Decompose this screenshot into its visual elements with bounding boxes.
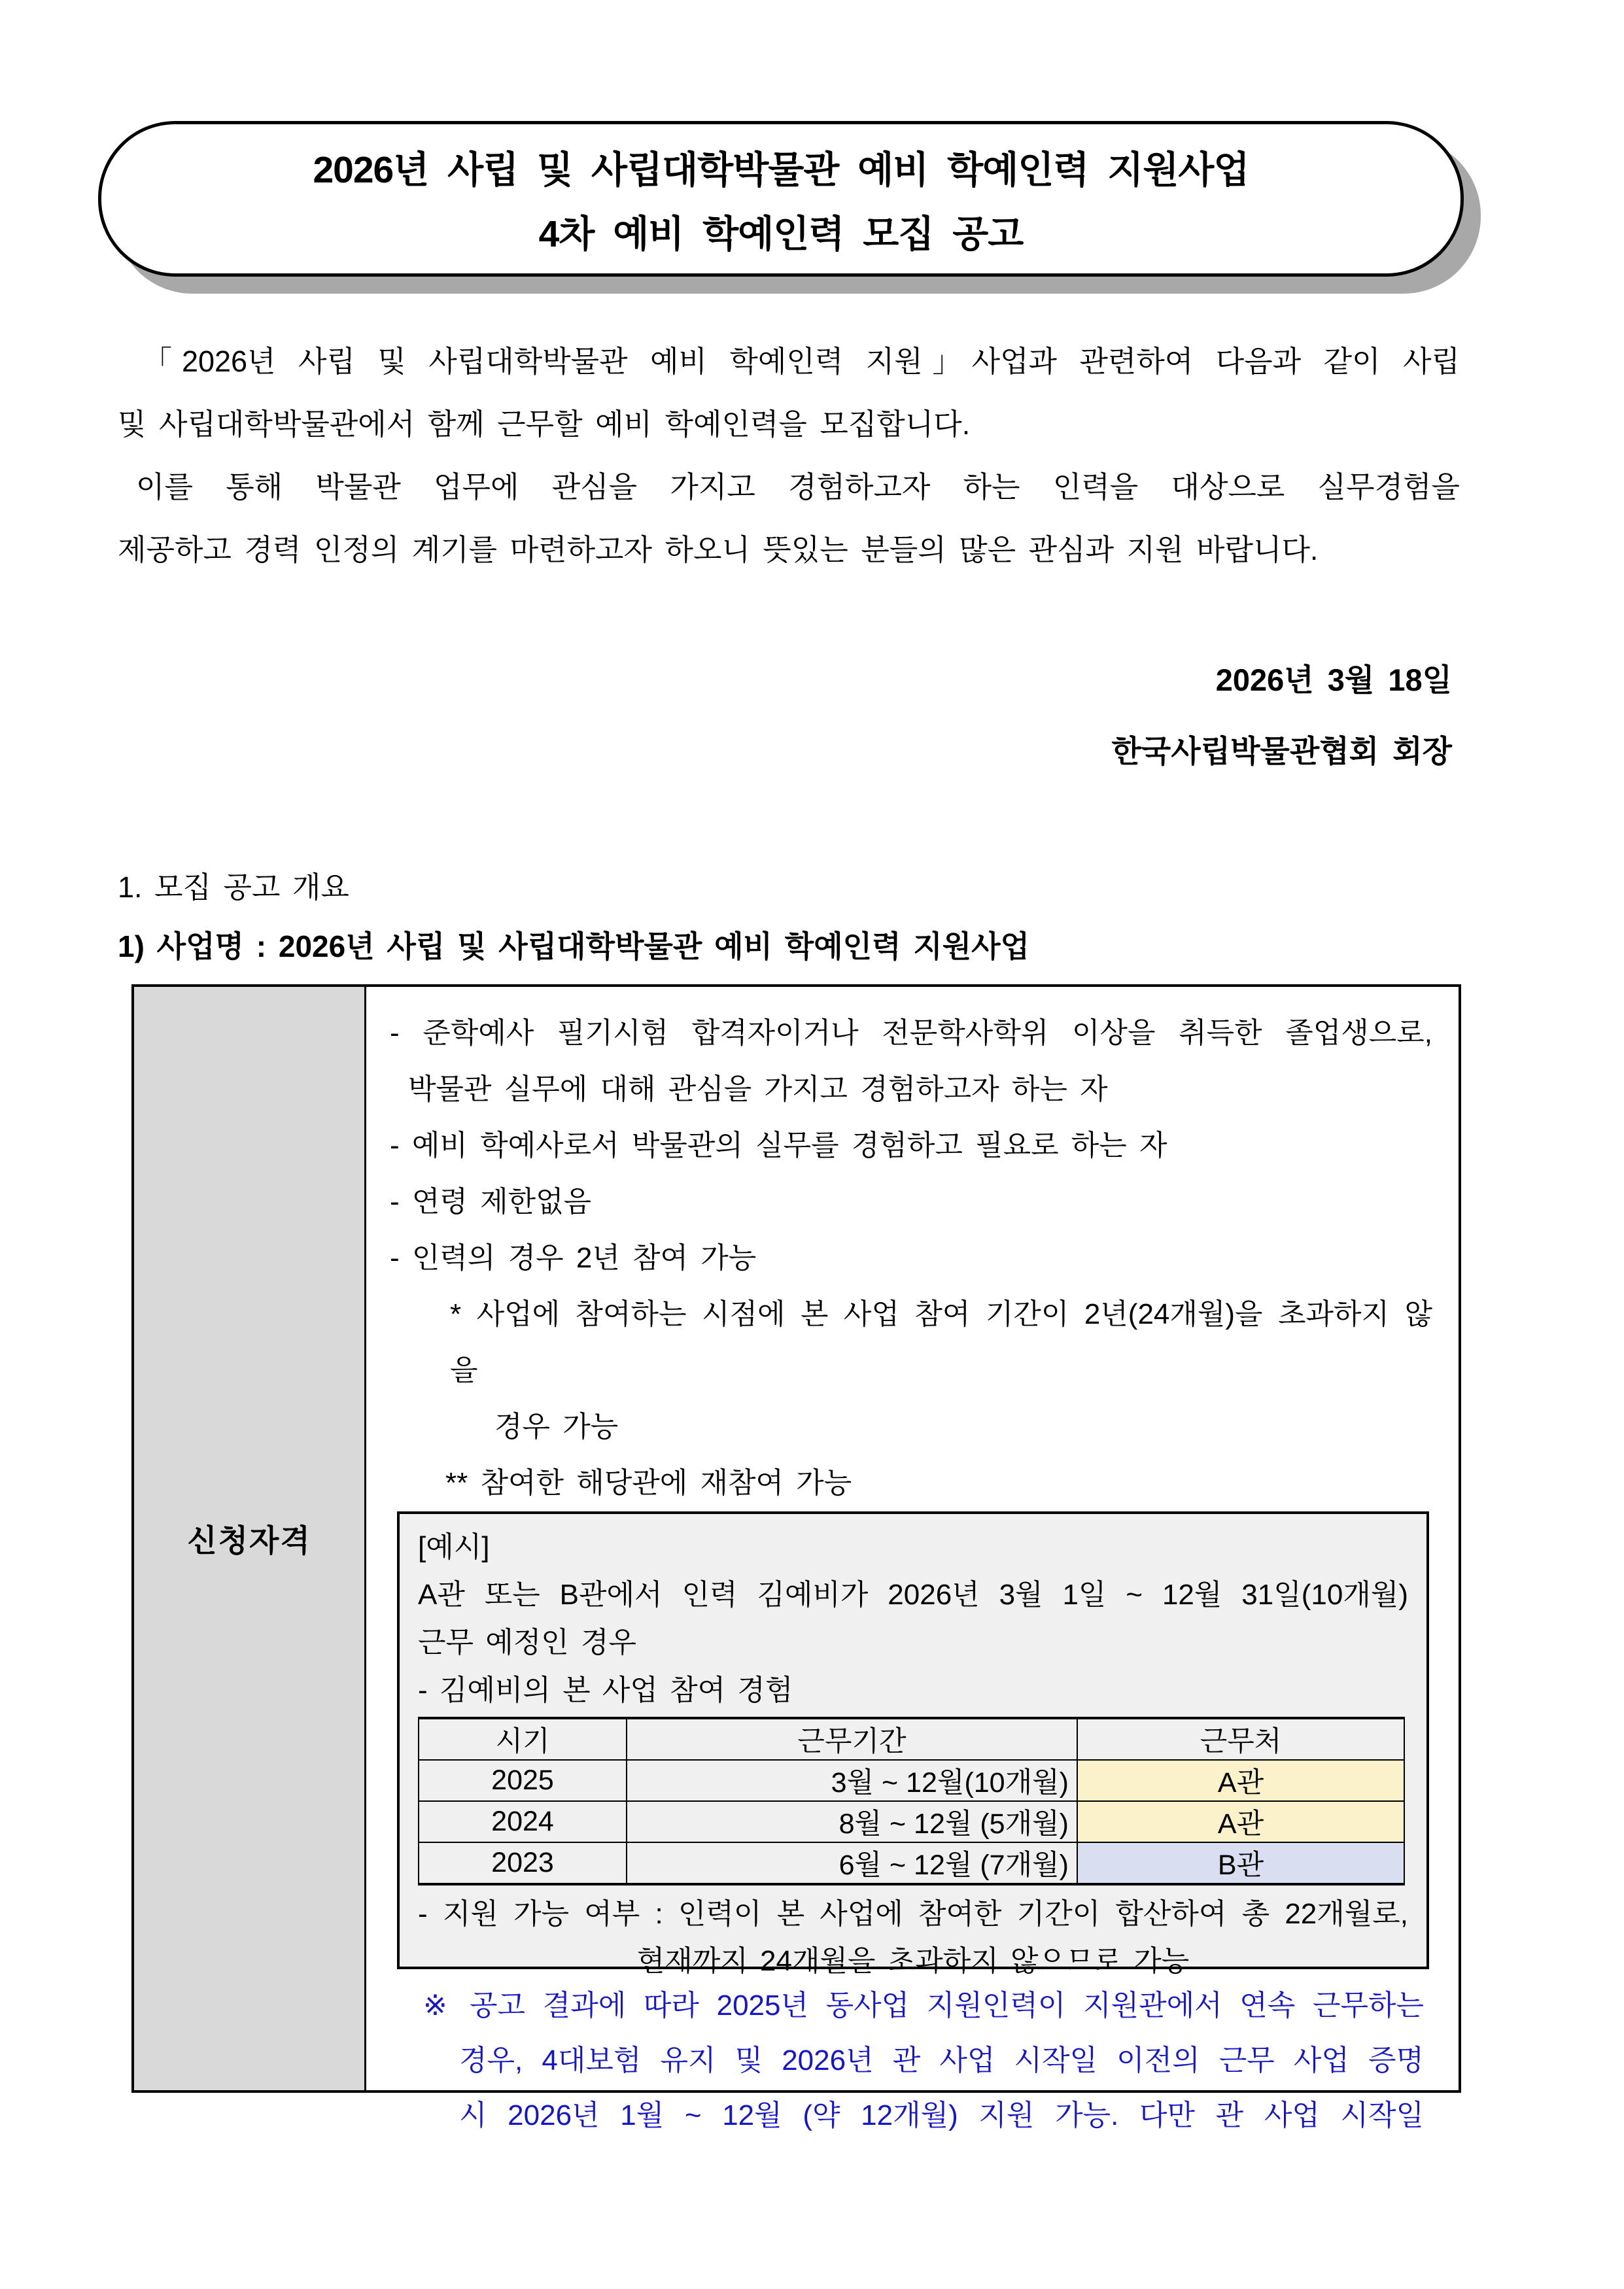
cell-workplace: A관 [1077,1801,1404,1842]
col-header-period-year: 시기 [419,1718,627,1760]
bullet-line: - 준학예사 필기시험 합격자이거나 전문학사학위 이상을 취득한 졸업생으로, [390,1017,1432,1049]
intro-paragraphs [118,330,1460,581]
bullet-subline: 경우 가능 [494,1411,619,1443]
example-case-line1: A관 또는 B관에서 인력 김예비가 2026년 3월 1일 ~ 12월 31일(10개월) [418,1579,1408,1611]
cell-period: 6월 ~ 12월 (7개월) [627,1842,1077,1884]
bullet-line: - 연령 제한없음 [390,1186,592,1218]
example-history-label: - 김예비의 본 사업 참여 경험 [418,1674,793,1706]
example-label: [예시] [418,1531,490,1563]
example-box [397,1511,1429,1977]
intro-p2-line1: 이를 통해 박물관 업무에 관심을 가지고 경험하고자 하는 인력을 대상으로 실무경험을 [136,470,1460,504]
signature-date: 2026년 3월 18일 [1215,663,1452,697]
cell-workplace: A관 [1077,1760,1404,1801]
col-header-work-period: 근무기간 [627,1718,1077,1760]
bullet-subline: * 사업에 참여하는 시점에 본 사업 참여 기간이 2년(24개월)을 초과하지 않을 [450,1298,1432,1386]
conclusion-line1: - 지원 가능 여부 : 인력이 본 사업에 참여한 기간이 합산하여 총 22개월로, [418,1898,1408,1930]
example-conclusion [418,1891,1408,1985]
blue-note-line3: 시 2026년 1월 ~ 12월 (약 12개월) 지원 가능. 다만 관 사업 시작일 [459,2099,1424,2131]
qualification-content-cell [366,987,1459,2131]
bullet-subline: ** 참여한 해당관에 재참여 가능 [445,1467,852,1499]
blue-note-line2: 경우, 4대보험 유지 및 2026년 관 사업 시작일 이전의 근무 사업 증명 [459,2044,1424,2076]
work-history-table [418,1717,1405,1885]
cell-period: 8월 ~ 12월 (5개월) [627,1801,1077,1842]
table-header-row [419,1718,1404,1760]
conclusion-line2: 현재까지 24개월을 초과하지 않으므로 가능 [636,1945,1190,1977]
title-box [98,121,1464,277]
qualification-row-header: 신청자격 [134,987,366,2090]
title-line-1: 2026년 사립 및 사립대학박물관 예비 학예인력 지원사업 [313,149,1249,191]
bullet-line: 박물관 실무에 대해 관심을 가지고 경험하고자 하는 자 [408,1073,1108,1105]
bullet-line: - 인력의 경우 2년 참여 가능 [390,1242,757,1274]
table-row [419,1801,1404,1842]
qualification-table [131,984,1461,2131]
example-case-line2: 근무 예정인 경우 [418,1626,636,1659]
cell-workplace: B관 [1077,1842,1404,1884]
table-row [419,1760,1404,1801]
section-heading: 1. 모집 공고 개요 [118,870,349,904]
title-line-2: 4차 예비 학예인력 모집 공고 [538,213,1024,255]
blue-note-line1: ※ 공고 결과에 따라 2025년 동사업 지원인력이 지원관에서 연속 근무하는 [423,1989,1424,2022]
cell-period: 3월 ~ 12월(10개월) [627,1760,1077,1801]
section-subheading: 1) 사업명 : 2026년 사립 및 사립대학박물관 예비 학예인력 지원사업 [118,929,1030,963]
intro-p1-line1: 「2026년 사립 및 사립대학박물관 예비 학예인력 지원」사업과 관련하여 다음과 같이 사립 [143,345,1460,378]
cell-year: 2023 [419,1842,627,1884]
signature-organization: 한국사립박물관협회 회장 [1111,734,1452,768]
cell-year: 2024 [419,1801,627,1842]
bullet-line: - 예비 학예사로서 박물관의 실무를 경험하고 필요로 하는 자 [390,1129,1167,1162]
table-row [419,1842,1404,1884]
blue-note [423,1978,1424,2143]
intro-p1-line2: 및 사립대학박물관에서 함께 근무할 예비 학예인력을 모집합니다. [118,407,971,441]
cell-year: 2025 [419,1760,627,1801]
col-header-workplace: 근무처 [1077,1718,1404,1760]
intro-p2-line2: 제공하고 경력 인정의 계기를 마련하고자 하오니 뜻있는 분들의 많은 관심과 지원 바랍니다. [118,533,1319,566]
